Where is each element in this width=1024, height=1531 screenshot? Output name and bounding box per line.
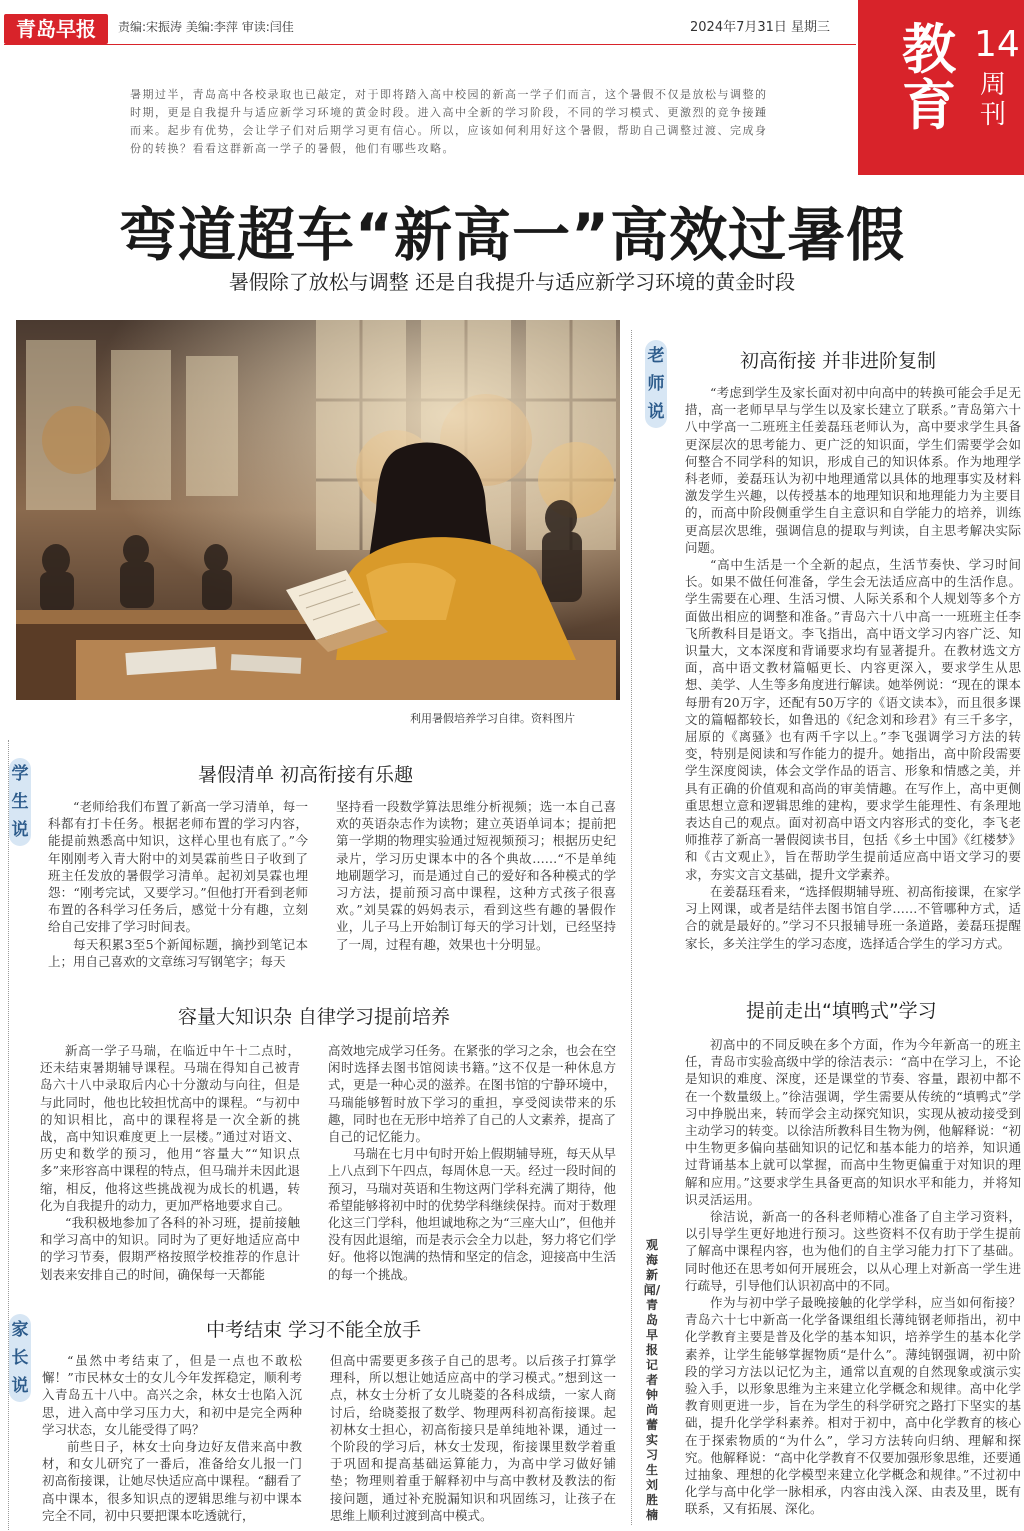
parent-column-1 [42,1352,302,1527]
section-banner [858,0,1024,175]
capacity-c2-p2: 马瑞在七月中旬时开始上假期辅导班，每天从早上八点到下午四点，每周休息一天。经过一段时间的预习，马瑞对英语和生物这两门学科充满了期待，他希望能够将初中时的优势学科继续保持。而对于数理化这三门学科，他坦诚地称之为“三座大山”，但他并没有因此退缩，而是表示会全力以赴，努力将它们学好。他将以饱满的热情和坚定的信念，迎接高中生活的每一个挑战。 [328,1146,616,1282]
label-teacher [645,340,667,428]
section-name: 教育 [902,18,956,137]
student-column-2 [336,798,616,978]
header-rule [4,44,856,45]
teacher-p3: 在姜磊珏看来，“选择假期辅导班、初高衔接课，在家学习上网课，或者是结伴去图书馆自学……不管哪种方式，适合的就是最好的。”学习不只报辅导班一条道路，姜磊珏提醒家长，多关注学生的学习态度，选择适合学生的学习方式。 [685,883,1021,951]
duck-p3: 作为与初中学子最晚接触的化学学科，应当如何衔接？青岛六十七中新高一化学备课组组长薄纯钢老师指出，初中化学教育主要是普及化学的基本知识，培养学生的基本化学素养，让学生能够掌握物质“是什么”。薄纯钢强调，初中阶段的学习方法以记忆为主，通常以直观的自然现象或演示实验入手，以形象思维为主来建立化学概念和规律。高中化学教育则更进一步，旨在为学生的科学研究之路打下坚实的基础，提升化学学科素养。相对于初中，高中化学教育的核心在于探索物质的“为什么”，学习方法转向归纳、理解和探究。他解释说：“高中化学教育不仅要加强形象思维，还要通过抽象、理想的化学模型来建立化学概念和规律。”不过初中化学与高中化学一脉相承，内容由浅入深、由表及里，既有联系，又有拓展、深化。 [685,1295,1021,1517]
student-section-title: 暑假清单 初高衔接有乐趣 [198,764,414,786]
student-c1-p1: “老师给我们布置了新高一学习清单，每一科都有打卡任务。根据老师布置的学习内容，能提前熟悉高中知识，这样心里也有底了。”今年刚刚考入青大附中的刘昊霖前些日子收到了班主任发放的暑假学习清单。起初刘昊霖也埋怨：“刚考完试，又要学习。”但他打开看到老师布置的各科学习任务后，感觉十分有趣，立刻给自己安排了学习时间表。 [48,799,308,935]
masthead-logo: 青岛早报 [4,14,108,44]
student-column-1 [48,798,308,978]
headline: 弯道超车“新高一”高效过暑假 [118,201,906,269]
label-student-text: 学生说 [11,764,29,840]
photo-illustration [16,320,620,700]
capacity-c1-p2: “我积极地参加了各科的补习班，提前接触和学习高中的知识。同时为了更好地适应高中的学习节奏，假期严格按照学校推荐的作息计划表来安排自己的时间，确保每一天都能 [40,1215,300,1282]
label-teacher-text: 老师说 [647,346,665,422]
editor-credits: 责编:宋振涛 美编:李萍 审读:闫佳 [118,20,294,34]
parent-section-title: 中考结束 学习不能全放手 [206,1319,422,1341]
parent-column-2 [330,1352,616,1527]
teacher-column [685,384,1021,984]
teacher-p1: “考虑到学生及家长面对初中向高中的转换可能会手足无措，高一老师早早与学生以及家长建立了联系。”青岛第六十八中学高一二班班主任姜磊珏老师认为，高中要求学生具备更深层次的思考能力、更广泛的知识面，学生们需要学会如何整合不同学科的知识，形成自己的知识体系。作为地理学科老师，姜磊珏认为初中地理通常以具体的地理事实及材料激发学生兴趣，以传授基本的地理知识和地理能力为主要目的，而高中阶段侧重学生自主意识和自学能力的培养，训练更高层次思维，强调信息的提取与判读，自主思考解决实际问题。 [685,385,1021,555]
teacher-p2: “高中生活是一个全新的起点，生活节奏快、学习时间长。如果不做任何准备，学生会无法适应高中的生活作息。学生需要在心理、生活习惯、人际关系和个人规划等多个方面做出相应的调整和准备。”青岛六十八中高一一班班主任李飞所教科目是语文。李飞指出，高中语文学习内容广泛、知识量大，文本深度和背诵要求均有显著提升。在教材选文方面，高中语文教材篇幅更长、内容更深入，要求学生从思想、美学、人生等多角度进行解读。她举例说：“现在的课本每册有20万字，还配有50万字的《语文读本》，而且很多课文的篇幅都较长，如鲁迅的《纪念刘和珍君》有三千多字，屈原的《离骚》也有两千字以上。”李飞强调学习方法的转变，特别是阅读和写作能力的提升。她指出，高中阶段需要学生深度阅读，体会文学作品的语言、形象和情感之美，并具有正确的价值观和高尚的审美情趣。在写作上，高中更侧重思想立意和逻辑思维的建构，要求学生能理性、有条理地表达自己的观点。面对初高中语文内容形式的变化，李飞老师推荐了新高一暑假阅读书目，包括《乡土中国》《红楼梦》和《古文观止》，旨在帮助学生提前适应高中语文学习的要求，夯实文言文基础，提升文学素养。 [685,557,1021,882]
student-c1-p2: 每天积累3至5个新闻标题，摘抄到笔记本上；用自己喜欢的文章练习写钢笔字；每天 [48,936,308,969]
student-c2-p1: 坚持看一段数学算法思维分析视频；选一本自己喜欢的英语杂志作为读物；建立英语单词本；提前把第一学期的物理实验通过短视频预习；根据历史纪录片，学习历史课本中的各个典故……“不是单纯地刷题学习，而是通过自己的爱好和各种模式的学习方法，提前预习高中课程，这种方式孩子很喜欢。”刘昊霖的妈妈表示，看到这些有趣的暑假作业，儿子马上开始制订每天的学习计划，已经坚持了一周，过程有趣，效果也十分明显。 [336,799,616,952]
page-type: 周刊 [980,70,1007,130]
center-column-rule [631,330,632,1525]
capacity-c1-p1: 新高一学子马瑞，在临近中午十二点时，还未结束暑期辅导课程。马瑞在得知自己被青岛六十八中录取后内心十分激动与向往，但是与此同时，他也比较担忧高中的课程。“与初中的知识相比，高中的课程将是一次全新的挑战，高中知识难度更上一层楼。”通过对语文、历史和数学的预习，他用“容量大”“知识点多”来形容高中课程的特点，但马瑞并未因此退缩，相反，他将这些挑战视为成长的机遇，转化为自我提升的动力，更加严格地要求自己。 [40,1043,300,1213]
issue-date: 2024年7月31日 星期三 [690,20,831,35]
capacity-c2-p1: 高效地完成学习任务。在紧张的学习之余，也会在空闲时选择去图书馆阅读书籍。”这不仅是一种休息方式，更是一种心灵的滋养。在图书馆的宁静环境中，马瑞能够暂时放下学习的重担，享受阅读带来的乐趣，同时也在无形中培养了自己的人文素养，提高了自己的记忆能力。 [328,1043,616,1145]
teacher-section-title: 初高衔接 并非进阶复制 [740,350,937,372]
page-number: 14 [974,24,1020,65]
reporter-byline: 观海新闻/青岛早报记者 钟尚蕾 实习生 刘胜楠 [643,1238,661,1522]
duck-p2: 徐洁说，新高一的各科老师精心准备了自主学习资料，以引导学生更好地进行预习。这些资料不仅有助于学生提前了解高中课程内容，也为他们的自主学习能力打下了基础。同时他还在思考如何开展班会，以从心理上对新高一学生进行疏导，引导他们认识初高中的不同。 [685,1209,1021,1293]
parent-c1-p2: 前些日子，林女士向身边好友借来高中教材，和女儿研究了一番后，准备给女儿报一门初高衔接课，让她尽快适应高中课程。“翻看了高中课本，很多知识点的逻辑思维与初中课本完全不同，初中只要把课本吃透就行， [42,1439,302,1523]
subheadline: 暑假除了放松与调整 还是自我提升与适应新学习环境的黄金时段 [228,270,796,294]
capacity-column-2 [328,1042,616,1292]
duck-section-title: 提前走出“填鸭式”学习 [746,1000,937,1022]
capacity-column-1 [40,1042,300,1292]
parent-c2-p1: 但高中需要更多孩子自己的思考。以后孩子打算学理科，所以想让她适应高中的学习模式。”想到这一点，林女士分析了女儿晓菱的各科成绩，一家人商讨后，给晓菱报了数学、物理两科初高衔接课。起初林女士担心，初高衔接只是单纯地补课，通过一个阶段的学习后，林女士发现，衔接课里数学着重于巩固和提高基础运算能力，为高中学习做好铺垫；物理则着重于解释初中与高中教材及教法的衔接问题，通过补充脱漏知识和巩固练习，让孩子在思维上顺利过渡到高中模式。 [330,1353,616,1523]
intro-paragraph: 暑期过半，青岛高中各校录取也已敲定，对于即将踏入高中校园的新高一学子们而言，这个暑假不仅是放松与调整的时期，更是自我提升与适应新学习环境的黄金时段。进入高中全新的学习阶段，不同的学习模式、更激烈的竞争接踵而来。起步有优势，会让学子们对后期学习更有信心。所以，应该如何利用好这个暑假，帮助自己调整过渡、完成身份的转换？看看这群新高一学子的暑假，他们有哪些攻略。 [130,88,768,155]
label-parent [9,1314,31,1402]
parent-c1-p1: “虽然中考结束了，但是一点也不敢松懈！”市民林女士的女儿今年发挥稳定，顺利考入青岛五十八中。高兴之余，林女士也陷入沉思，进入高中学习压力大，和初中是完全两种学习状态，女儿能受得了吗？ [42,1353,302,1437]
label-parent-text: 家长说 [11,1320,29,1396]
left-column-rule [8,740,9,1530]
photo-library-reading [16,320,620,700]
photo-caption: 利用暑假培养学习自律。资料图片 [410,712,575,725]
capacity-section-title: 容量大知识杂 自律学习提前培养 [178,1006,451,1028]
duck-column [685,1036,1021,1526]
duck-p1: 初高中的不同反映在多个方面，作为今年新高一的班主任，青岛市实验高级中学的徐洁表示：“高中在学习上，不论是知识的难度、深度，还是课堂的节奏、容量，跟初中都不在一个数量级上。”徐洁强调，学生需要从传统的“填鸭式”学习中挣脱出来，转而学会主动探究知识，实现从被动接受到主动学习的转变。以徐洁所教科目生物为例，他解释说：“初中生物更多偏向基础知识的记忆和基本能力的培养，知识通过背诵基本上就可以掌握，而高中生物更偏重于对知识的理解和应用。”这要求学生具备更高的知识水平和能力，并将知识灵活运用。 [685,1037,1021,1207]
label-student [9,758,31,846]
